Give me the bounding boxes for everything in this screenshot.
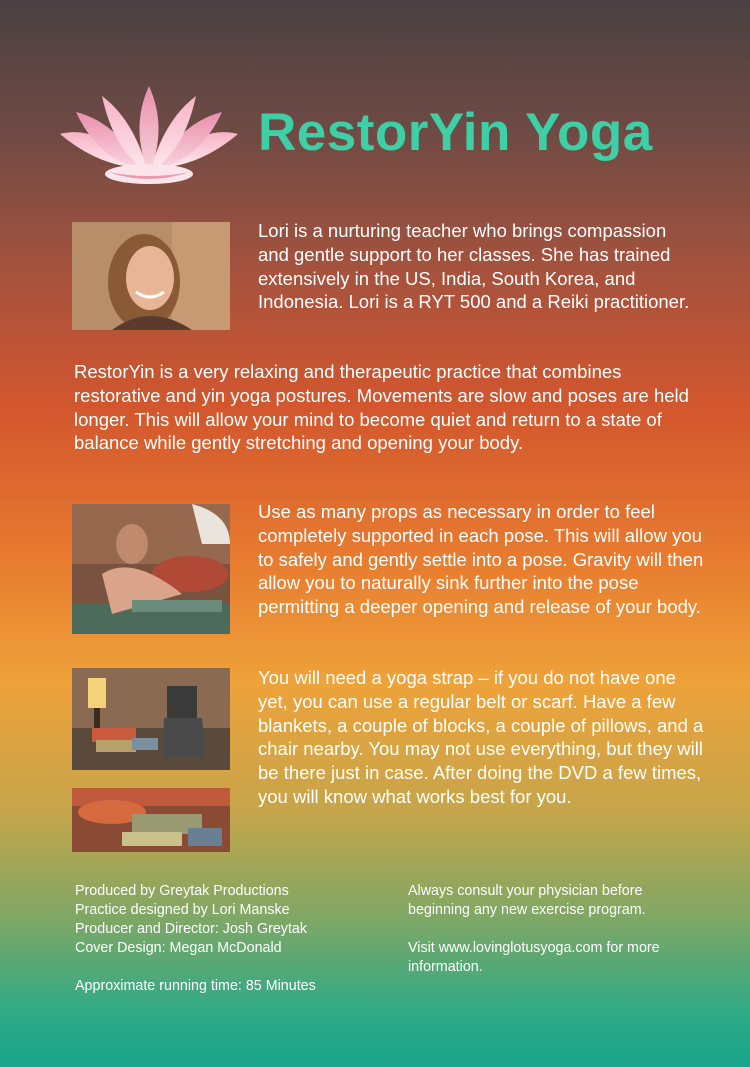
physician-disclaimer: Always consult your physician before beginning any new exercise program. [408,883,646,918]
page-title: RestorYin Yoga [258,103,653,162]
teacher-portrait-photo [72,222,230,330]
website-note: Visit www.lovinglotusyoga.com for more information. [408,940,660,975]
equipment-paragraph: You will need a yoga strap – if you do not have one yet, you can use a regular belt or scarf. Have a few blankets, a couple of blocks, a couple of pillows, and a chair nearby. You may not use everything, but they will be there just in case. After doing the DVD a few times, you will know what works best for you. [258,667,704,807]
credit-practice: Practice designed by Lori Manske [75,902,290,918]
lotus-flower-icon [58,82,240,188]
running-time: Approximate running time: 85 Minutes [75,978,316,994]
pillows-blocks-photo [72,788,230,852]
props-paragraph: Use as many props as necessary in order to feel completely supported in each pose. This will allow you to safely and gently settle into a pose. Gravity will then allow you to naturally sink further into the pose permitting a deeper opening and release of your body. [258,501,704,618]
credit-director: Producer and Director: Josh Greytak [75,921,308,937]
practice-intro: RestorYin is a very relaxing and therapeutic practice that combines restorative and yin yoga postures. Movements are slow and poses are held longer. This will allow your mind to become quiet and return to a state of balance while gently stretching and opening your body. [74,361,689,454]
teacher-bio: Lori is a nurturing teacher who brings compassion and gentle support to her classes. She has trained extensively in the US, India, South Korea, and Indonesia. Lori is a RYT 500 and a Reiki practitioner. [258,220,690,313]
credit-cover: Cover Design: Megan McDonald [75,940,282,956]
production-credits [75,882,385,996]
props-chair-photo [72,668,230,770]
yoga-pose-photo [72,504,230,634]
disclaimer-block [408,882,708,977]
credit-produced: Produced by Greytak Productions [75,883,289,899]
